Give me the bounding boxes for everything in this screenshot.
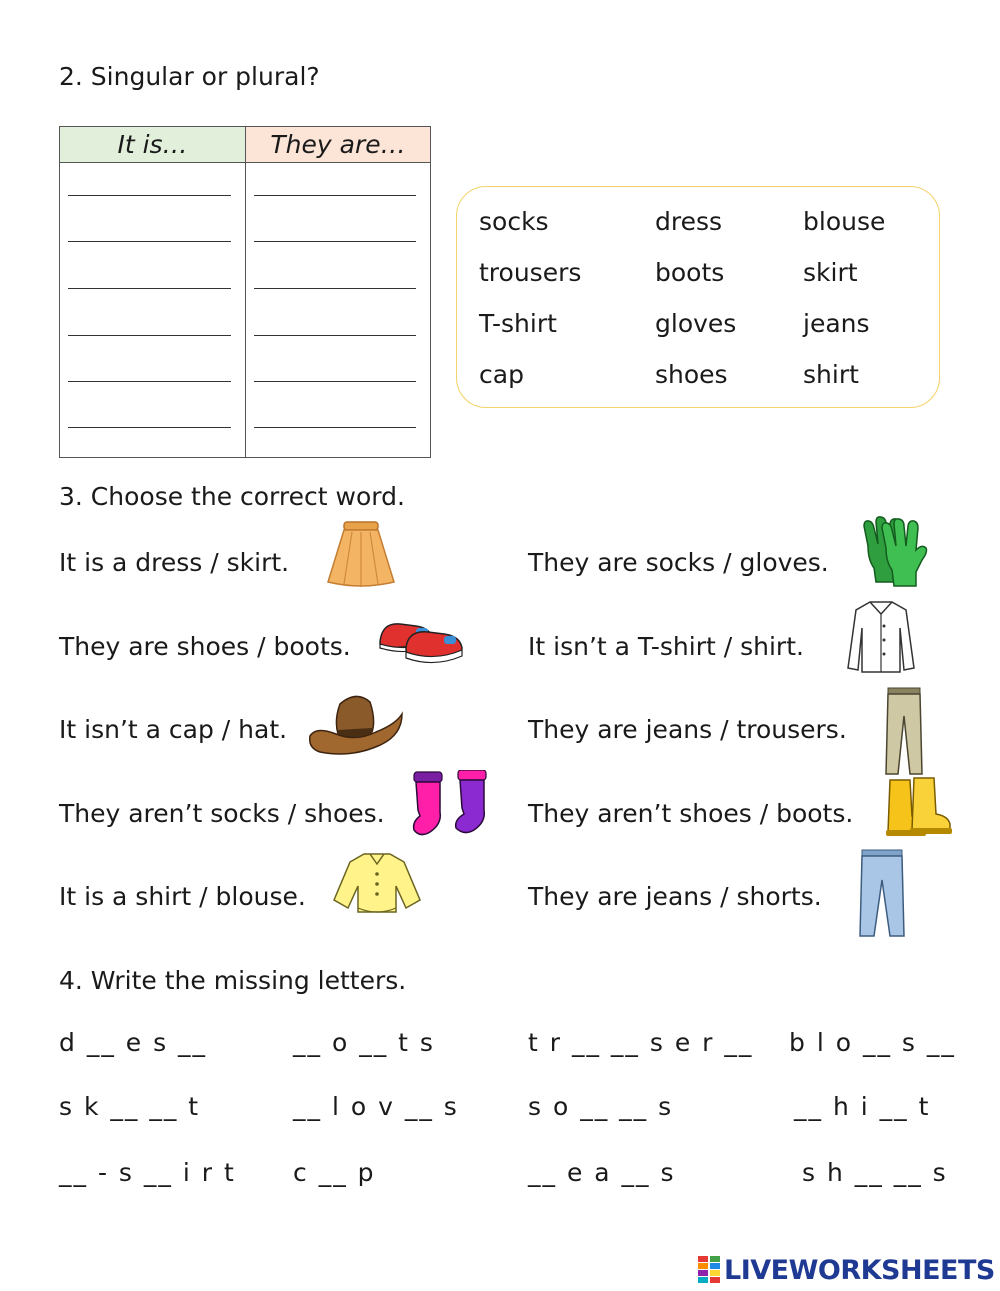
- missing-letters-word[interactable]: __ e a __ s: [528, 1158, 676, 1187]
- column-they-are: [246, 127, 430, 457]
- section-2-title: 2. Singular or plural?: [59, 62, 320, 91]
- jeans-icon: [856, 848, 908, 938]
- missing-letters-word[interactable]: b l o __ s __: [789, 1028, 956, 1057]
- word-bank: [456, 186, 940, 408]
- logo-text: LIVEWORKSHEETS: [724, 1254, 995, 1286]
- answer-line[interactable]: [254, 195, 416, 196]
- answer-line[interactable]: [254, 427, 416, 428]
- answer-line[interactable]: [68, 288, 231, 289]
- missing-letters-word[interactable]: s o __ __ s: [528, 1092, 674, 1121]
- logo-blocks-icon: [698, 1256, 720, 1284]
- answer-line[interactable]: [254, 241, 416, 242]
- sneakers-icon: [376, 612, 466, 678]
- choice-sentence[interactable]: They are jeans / trousers.: [528, 715, 847, 744]
- choice-sentence[interactable]: They are shoes / boots.: [59, 632, 351, 661]
- answer-line[interactable]: [68, 195, 231, 196]
- choice-sentence[interactable]: They aren’t shoes / boots.: [528, 799, 854, 828]
- word-bank-item[interactable]: trousers: [479, 258, 582, 287]
- skirt-icon: [324, 520, 398, 590]
- answer-line[interactable]: [254, 335, 416, 336]
- missing-letters-word[interactable]: __ l o v __ s: [293, 1092, 459, 1121]
- choice-sentence[interactable]: It is a shirt / blouse.: [59, 882, 306, 911]
- choice-sentence[interactable]: They are jeans / shorts.: [528, 882, 822, 911]
- choice-sentence[interactable]: It is a dress / skirt.: [59, 548, 290, 577]
- column-it-is: [60, 127, 246, 457]
- trousers-icon: [884, 686, 924, 776]
- answer-line[interactable]: [68, 335, 231, 336]
- answer-line[interactable]: [68, 241, 231, 242]
- word-bank-item[interactable]: blouse: [803, 207, 886, 236]
- word-bank-item[interactable]: jeans: [803, 309, 870, 338]
- word-bank-item[interactable]: shirt: [803, 360, 859, 389]
- column-header-it-is: It is…: [60, 127, 245, 163]
- word-bank-item[interactable]: gloves: [655, 309, 737, 338]
- choice-sentence[interactable]: They are socks / gloves.: [528, 548, 829, 577]
- column-header-they-are: They are…: [246, 127, 430, 163]
- section-3-title: 3. Choose the correct word.: [59, 482, 405, 511]
- word-bank-item[interactable]: skirt: [803, 258, 858, 287]
- missing-letters-word[interactable]: __ - s __ i r t: [59, 1158, 236, 1187]
- choice-sentence[interactable]: It isn’t a T-shirt / shirt.: [528, 632, 804, 661]
- answer-line[interactable]: [68, 427, 231, 428]
- word-bank-item[interactable]: T-shirt: [479, 309, 557, 338]
- missing-letters-word[interactable]: d __ e s __: [59, 1028, 208, 1057]
- word-bank-item[interactable]: boots: [655, 258, 725, 287]
- sort-table: [59, 126, 431, 458]
- word-bank-item[interactable]: dress: [655, 207, 723, 236]
- socks-icon: [410, 770, 494, 842]
- answer-line[interactable]: [68, 381, 231, 382]
- word-bank-item[interactable]: socks: [479, 207, 549, 236]
- hat-icon: [306, 690, 404, 760]
- shirt-icon: [844, 598, 918, 674]
- word-bank-item[interactable]: shoes: [655, 360, 728, 389]
- answer-line[interactable]: [254, 288, 416, 289]
- choice-sentence[interactable]: They aren’t socks / shoes.: [59, 799, 385, 828]
- missing-letters-word[interactable]: __ h i __ t: [794, 1092, 931, 1121]
- boots-icon: [882, 776, 954, 840]
- blouse-icon: [330, 850, 424, 920]
- answer-line[interactable]: [254, 381, 416, 382]
- missing-letters-word[interactable]: c __ p: [293, 1158, 376, 1187]
- word-bank-item[interactable]: cap: [479, 360, 524, 389]
- choice-sentence[interactable]: It isn’t a cap / hat.: [59, 715, 288, 744]
- liveworksheets-logo: [698, 1255, 995, 1285]
- missing-letters-word[interactable]: s k __ __ t: [59, 1092, 201, 1121]
- gloves-icon: [858, 516, 928, 590]
- missing-letters-word[interactable]: t r __ __ s e r __: [528, 1028, 754, 1057]
- section-4-title: 4. Write the missing letters.: [59, 966, 407, 995]
- missing-letters-word[interactable]: __ o __ t s: [293, 1028, 435, 1057]
- missing-letters-word[interactable]: s h __ __ s: [802, 1158, 948, 1187]
